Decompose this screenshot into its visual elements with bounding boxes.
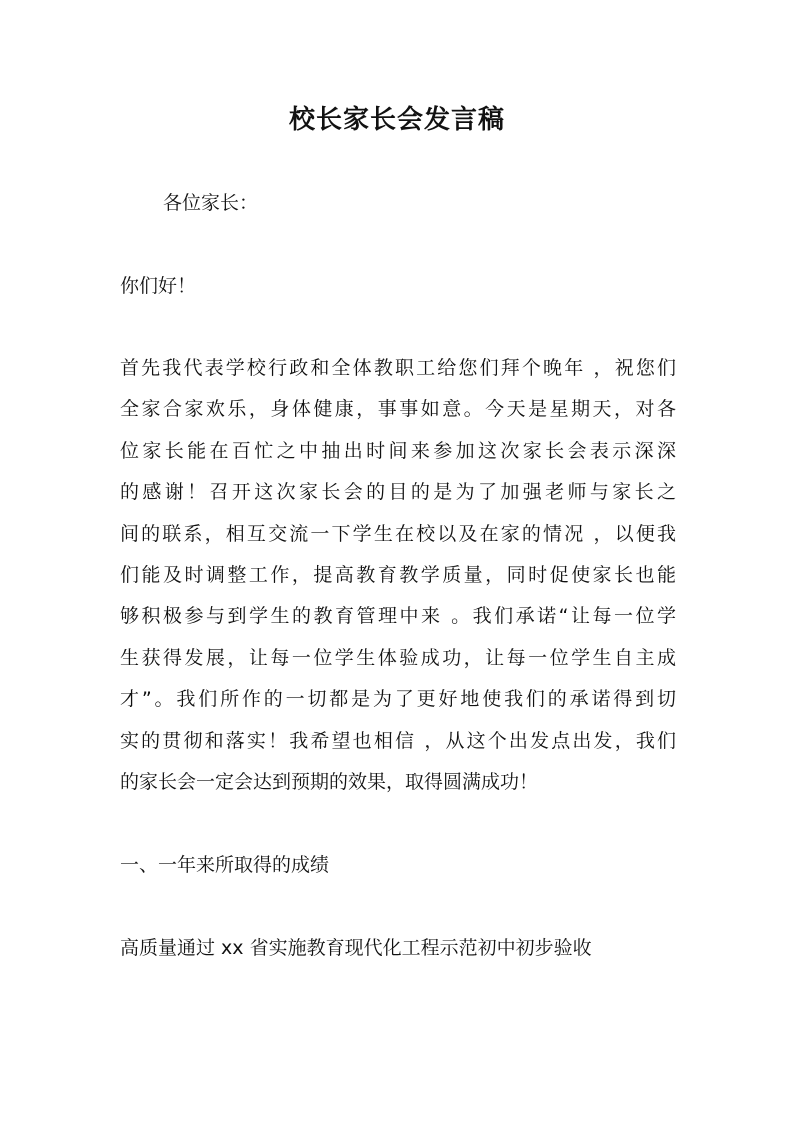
body-line: 实的贯彻和落实！我希望也相信 ，从这个出发点出发，我们 — [120, 729, 676, 752]
body-line: 生获得发展，让每一位学生体验成功，让每一位学生自主成 — [120, 646, 676, 669]
hello-text: 你们好！ — [120, 275, 197, 297]
body-line: 间的联系，相互交流一下学生在校以及在家的情况 ，以便我 — [120, 522, 676, 545]
body-line: 首先我代表学校行政和全体教职工给您们拜个晚年 ，祝您们 — [120, 357, 676, 379]
body-line: 才”。我们所作的一切都是为了更好地使我们的承诺得到切 — [120, 688, 676, 711]
body-line: 们能及时调整工作，提高教育教学质量，同时促使家长也能 — [120, 564, 676, 587]
greeting-text: 各位家长： — [163, 192, 259, 214]
document-title: 校长家长会发言稿 — [288, 105, 505, 135]
body-paragraph — [120, 348, 680, 803]
body-line: 够积极参与到学生的教育管理中来 。我们承诺“让每一位学 — [120, 605, 676, 628]
section-heading: 一、一年来所取得的成绩 — [120, 854, 330, 876]
body-line: 位家长能在百忙之中抽出时间来参加这次家长会表示深深 — [120, 439, 676, 462]
body-line: 的家长会一定会达到预期的效果，取得圆满成功！ — [120, 771, 539, 794]
achievement-item: 高质量通过 xx 省实施教育现代化工程示范初中初步验收 — [120, 937, 592, 959]
body-line: 全家合家欢乐，身体健康，事事如意。今天是星期天，对各 — [120, 398, 676, 421]
body-line: 的感谢！召开这次家长会的目的是为了加强老师与家长之 — [120, 481, 676, 504]
